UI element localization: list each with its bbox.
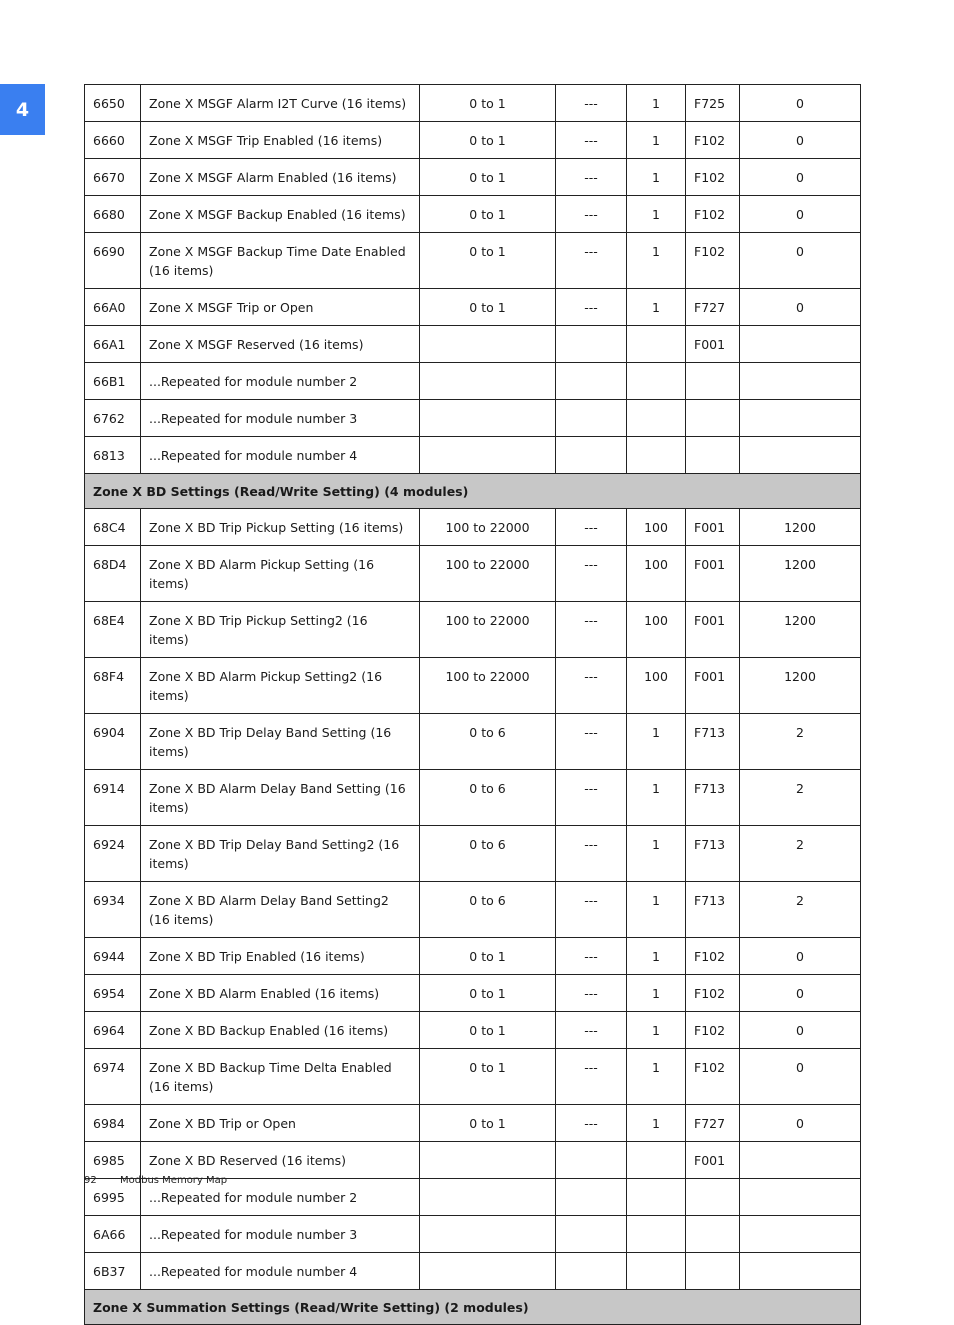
description-cell: Zone X BD Trip or Open [141,1105,420,1142]
units-cell [556,400,627,437]
table-row [85,363,861,400]
table-row [85,400,861,437]
description-cell: Zone X MSGF Alarm Enabled (16 items) [141,159,420,196]
default-cell: 1200 [740,509,861,546]
units-cell: --- [556,1049,627,1105]
address-cell: 6690 [85,233,141,289]
units-cell [556,363,627,400]
description-cell: Zone X MSGF Reserved (16 items) [141,326,420,363]
table-row [85,196,861,233]
description-cell: ...Repeated for module number 4 [141,1253,420,1290]
range-cell [420,437,556,474]
step-cell: 1 [627,770,686,826]
units-cell: --- [556,1012,627,1049]
address-cell: 66A0 [85,289,141,326]
units-cell: --- [556,546,627,602]
description-cell: Zone X MSGF Trip or Open [141,289,420,326]
address-cell: 66A1 [85,326,141,363]
address-cell: 6762 [85,400,141,437]
range-cell: 0 to 1 [420,1049,556,1105]
description-cell: ...Repeated for module number 3 [141,400,420,437]
address-cell: 6995 [85,1179,141,1216]
format-cell: F727 [686,1105,740,1142]
default-cell: 0 [740,289,861,326]
format-cell: F001 [686,658,740,714]
table-row [85,770,861,826]
address-cell: 6660 [85,122,141,159]
step-cell [627,326,686,363]
range-cell: 0 to 1 [420,289,556,326]
range-cell: 0 to 6 [420,882,556,938]
format-cell [686,1253,740,1290]
table-row [85,437,861,474]
footer-section-name: Modbus Memory Map [120,1175,228,1186]
address-cell: 68E4 [85,602,141,658]
range-cell: 0 to 1 [420,938,556,975]
address-cell: 66B1 [85,363,141,400]
table-row [85,326,861,363]
section-title: Zone X BD Settings (Read/Write Setting) (4 modules) [85,474,861,509]
step-cell: 1 [627,233,686,289]
units-cell [556,1142,627,1179]
address-cell: 6944 [85,938,141,975]
table-row [85,1105,861,1142]
format-cell: F102 [686,196,740,233]
step-cell: 1 [627,196,686,233]
default-cell: 0 [740,1049,861,1105]
memory-map-body [85,85,861,1325]
default-cell: 0 [740,1105,861,1142]
format-cell: F001 [686,326,740,363]
units-cell: --- [556,658,627,714]
table-row [85,1142,861,1179]
range-cell: 0 to 1 [420,1012,556,1049]
units-cell [556,1179,627,1216]
units-cell: --- [556,938,627,975]
description-cell: Zone X BD Reserved (16 items) [141,1142,420,1179]
step-cell: 1 [627,882,686,938]
format-cell [686,1216,740,1253]
table-row [85,1253,861,1290]
description-cell: Zone X BD Trip Pickup Setting2 (16 items) [141,602,420,658]
description-cell: Zone X BD Trip Pickup Setting (16 items) [141,509,420,546]
table-row [85,602,861,658]
format-cell: F102 [686,1012,740,1049]
table-row [85,1216,861,1253]
units-cell: --- [556,233,627,289]
step-cell: 1 [627,122,686,159]
format-cell: F001 [686,602,740,658]
units-cell [556,1216,627,1253]
default-cell [740,1179,861,1216]
format-cell: F102 [686,1049,740,1105]
step-cell: 1 [627,1012,686,1049]
default-cell: 1200 [740,658,861,714]
default-cell: 0 [740,975,861,1012]
default-cell: 2 [740,826,861,882]
table-row [85,233,861,289]
description-cell: Zone X BD Backup Time Delta Enabled (16 items) [141,1049,420,1105]
default-cell [740,400,861,437]
step-cell: 1 [627,1105,686,1142]
address-cell: 6924 [85,826,141,882]
format-cell [686,400,740,437]
units-cell: --- [556,975,627,1012]
range-cell: 0 to 1 [420,1105,556,1142]
range-cell: 0 to 6 [420,826,556,882]
description-cell: ...Repeated for module number 3 [141,1216,420,1253]
range-cell: 100 to 22000 [420,602,556,658]
default-cell: 0 [740,122,861,159]
step-cell [627,1142,686,1179]
step-cell: 1 [627,938,686,975]
description-cell: Zone X BD Trip Delay Band Setting2 (16 items) [141,826,420,882]
range-cell: 0 to 6 [420,714,556,770]
default-cell: 0 [740,938,861,975]
format-cell: F102 [686,159,740,196]
units-cell: --- [556,882,627,938]
units-cell [556,1253,627,1290]
format-cell: F713 [686,882,740,938]
table-row [85,546,861,602]
address-cell: 6650 [85,85,141,122]
table-row [85,975,861,1012]
units-cell: --- [556,714,627,770]
range-cell: 100 to 22000 [420,658,556,714]
format-cell: F102 [686,975,740,1012]
address-cell: 6B37 [85,1253,141,1290]
step-cell: 1 [627,975,686,1012]
default-cell [740,1216,861,1253]
table-row [85,122,861,159]
default-cell: 0 [740,85,861,122]
format-cell: F102 [686,122,740,159]
step-cell [627,1179,686,1216]
description-cell: Zone X BD Alarm Pickup Setting (16 items) [141,546,420,602]
range-cell [420,1216,556,1253]
range-cell: 0 to 1 [420,975,556,1012]
units-cell: --- [556,509,627,546]
format-cell [686,363,740,400]
description-cell: Zone X MSGF Backup Time Date Enabled (16 items) [141,233,420,289]
address-cell: 6984 [85,1105,141,1142]
range-cell [420,363,556,400]
description-cell: Zone X BD Alarm Delay Band Setting2 (16 items) [141,882,420,938]
address-cell: 6964 [85,1012,141,1049]
address-cell: 6914 [85,770,141,826]
step-cell: 100 [627,509,686,546]
range-cell [420,1253,556,1290]
range-cell [420,1179,556,1216]
units-cell: --- [556,826,627,882]
format-cell: F001 [686,1142,740,1179]
address-cell: 68D4 [85,546,141,602]
step-cell: 1 [627,714,686,770]
range-cell: 0 to 1 [420,122,556,159]
description-cell: Zone X BD Alarm Pickup Setting2 (16 items) [141,658,420,714]
step-cell [627,1216,686,1253]
description-cell: Zone X BD Alarm Delay Band Setting (16 items) [141,770,420,826]
units-cell: --- [556,289,627,326]
address-cell: 68C4 [85,509,141,546]
address-cell: 6904 [85,714,141,770]
table-row [85,826,861,882]
address-cell: 6974 [85,1049,141,1105]
address-cell: 6954 [85,975,141,1012]
format-cell: F727 [686,289,740,326]
default-cell: 0 [740,159,861,196]
format-cell: F102 [686,938,740,975]
step-cell [627,1253,686,1290]
step-cell: 1 [627,1049,686,1105]
description-cell: Zone X MSGF Alarm I2T Curve (16 items) [141,85,420,122]
default-cell: 0 [740,1012,861,1049]
units-cell: --- [556,196,627,233]
description-cell: Zone X BD Trip Delay Band Setting (16 items) [141,714,420,770]
description-cell: ...Repeated for module number 2 [141,363,420,400]
range-cell [420,400,556,437]
address-cell: 6A66 [85,1216,141,1253]
address-cell: 6934 [85,882,141,938]
description-cell: Zone X MSGF Backup Enabled (16 items) [141,196,420,233]
table-row [85,85,861,122]
description-cell: ...Repeated for module number 2 [141,1179,420,1216]
range-cell [420,326,556,363]
step-cell: 1 [627,289,686,326]
section-title: Zone X Summation Settings (Read/Write Setting) (2 modules) [85,1290,861,1325]
units-cell: --- [556,159,627,196]
format-cell: F725 [686,85,740,122]
format-cell: F713 [686,770,740,826]
table-row [85,1012,861,1049]
table-row [85,509,861,546]
description-cell: Zone X MSGF Trip Enabled (16 items) [141,122,420,159]
step-cell [627,400,686,437]
section-header-row [85,474,861,509]
default-cell [740,363,861,400]
table-row [85,882,861,938]
format-cell: F001 [686,509,740,546]
step-cell: 100 [627,602,686,658]
units-cell: --- [556,770,627,826]
units-cell: --- [556,122,627,159]
memory-map-table [84,84,861,1325]
description-cell: Zone X BD Backup Enabled (16 items) [141,1012,420,1049]
default-cell: 2 [740,882,861,938]
range-cell: 0 to 1 [420,85,556,122]
table-row [85,159,861,196]
range-cell [420,1142,556,1179]
format-cell [686,1179,740,1216]
table-row [85,658,861,714]
description-cell: Zone X BD Alarm Enabled (16 items) [141,975,420,1012]
default-cell [740,437,861,474]
format-cell: F713 [686,714,740,770]
range-cell: 0 to 1 [420,196,556,233]
table-row [85,1049,861,1105]
default-cell: 2 [740,770,861,826]
units-cell: --- [556,1105,627,1142]
units-cell [556,326,627,363]
range-cell: 0 to 1 [420,159,556,196]
format-cell: F713 [686,826,740,882]
address-cell: 6985 [85,1142,141,1179]
address-cell: 6670 [85,159,141,196]
range-cell: 100 to 22000 [420,509,556,546]
step-cell: 1 [627,85,686,122]
default-cell: 1200 [740,546,861,602]
range-cell: 0 to 6 [420,770,556,826]
default-cell: 0 [740,196,861,233]
units-cell [556,437,627,474]
step-cell [627,437,686,474]
default-cell [740,326,861,363]
page-number: 92 [84,1175,97,1186]
step-cell: 100 [627,658,686,714]
description-cell: Zone X BD Trip Enabled (16 items) [141,938,420,975]
description-cell: ...Repeated for module number 4 [141,437,420,474]
step-cell: 1 [627,159,686,196]
address-cell: 68F4 [85,658,141,714]
address-cell: 6680 [85,196,141,233]
range-cell: 100 to 22000 [420,546,556,602]
default-cell [740,1142,861,1179]
format-cell: F001 [686,546,740,602]
address-cell: 6813 [85,437,141,474]
default-cell [740,1253,861,1290]
format-cell: F102 [686,233,740,289]
format-cell [686,437,740,474]
step-cell: 1 [627,826,686,882]
chapter-tab: 4 [0,84,45,135]
table-row [85,714,861,770]
default-cell: 2 [740,714,861,770]
range-cell: 0 to 1 [420,233,556,289]
step-cell [627,363,686,400]
section-header-row [85,1290,861,1325]
step-cell: 100 [627,546,686,602]
units-cell: --- [556,85,627,122]
units-cell: --- [556,602,627,658]
default-cell: 1200 [740,602,861,658]
table-row [85,938,861,975]
table-row [85,289,861,326]
default-cell: 0 [740,233,861,289]
